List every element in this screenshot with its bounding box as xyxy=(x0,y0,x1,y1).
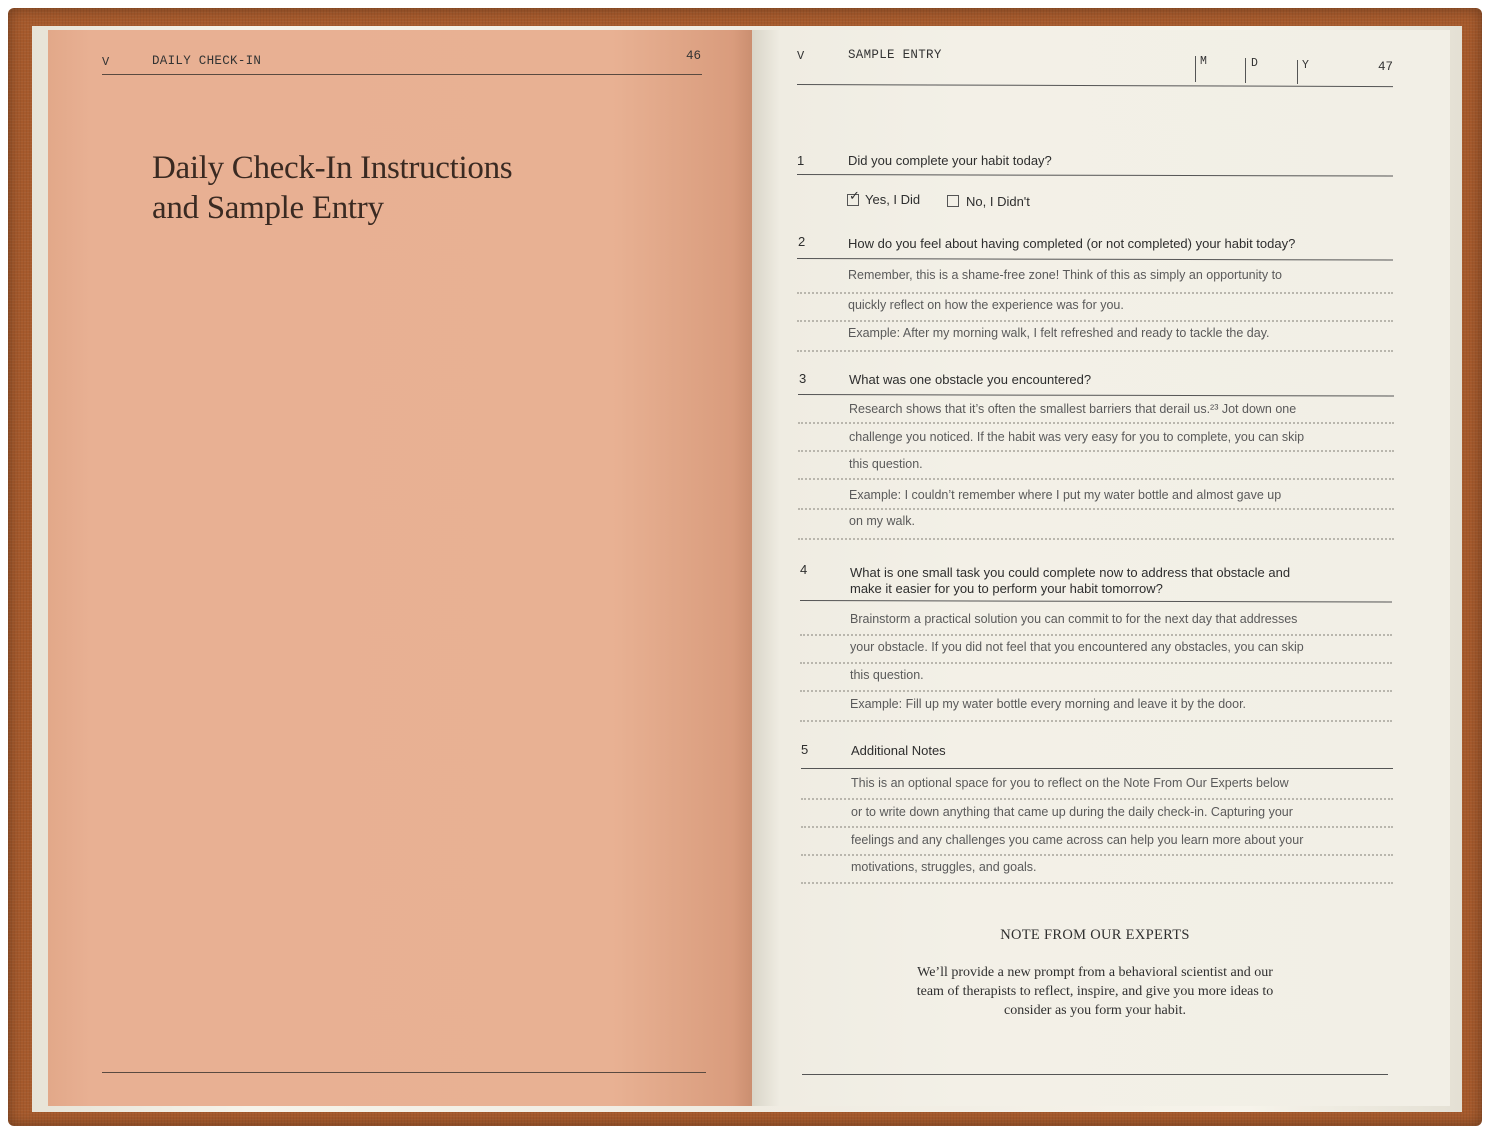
question-5-text: Additional Notes xyxy=(851,743,946,758)
dotted-line xyxy=(800,662,1392,664)
question-4-line-3: this question. xyxy=(850,668,924,682)
question-5-number: 5 xyxy=(801,742,809,757)
page-title xyxy=(152,148,512,228)
question-2-rule xyxy=(797,258,1393,261)
checkmark-icon: ✓ xyxy=(849,188,860,203)
question-4-example: Example: Fill up my water bottle every morning and leave it by the door. xyxy=(850,697,1247,711)
dotted-line xyxy=(798,422,1394,424)
note-line-2: team of therapists to reflect, inspire, and give you more ideas to xyxy=(916,984,1274,999)
question-4-text xyxy=(850,565,1290,597)
question-5-line-2: or to write down anything that came up during the daily check-in. Capturing your xyxy=(851,805,1293,819)
note-body xyxy=(752,963,1438,1020)
question-4-line-2: your obstacle. If you did not feel that you encountered any obstacles, you can skip xyxy=(850,640,1304,654)
dotted-line xyxy=(800,690,1392,692)
question-4-text-line2: make it easier for you to perform your habit tomorrow? xyxy=(850,581,1163,596)
date-divider-y xyxy=(1297,60,1298,84)
left-footer-rule xyxy=(102,1072,706,1073)
dotted-line xyxy=(801,798,1393,800)
question-3-example-2: on my walk. xyxy=(849,514,915,528)
checkbox-no[interactable] xyxy=(947,195,959,207)
question-3-number: 3 xyxy=(799,371,807,386)
question-2-example: Example: After my morning walk, I felt refreshed and ready to tackle the day. xyxy=(848,326,1270,340)
note-line-3: consider as you form your habit. xyxy=(1004,1003,1186,1018)
question-1-number: 1 xyxy=(797,153,805,168)
dotted-line xyxy=(798,538,1394,540)
note-line-1: We’ll provide a new prompt from a behavioral scientist and our xyxy=(917,965,1273,980)
right-footer-rule xyxy=(802,1074,1388,1075)
right-header-roman: V xyxy=(797,49,805,63)
dotted-line xyxy=(800,720,1392,722)
question-5-line-3: feelings and any challenges you came across can help you learn more about your xyxy=(851,833,1304,847)
question-3-example-1: Example: I couldn’t remember where I put my water bottle and almost gave up xyxy=(849,488,1282,502)
dotted-line xyxy=(801,882,1393,884)
left-header-roman: V xyxy=(102,55,110,69)
right-header-rule xyxy=(797,84,1393,87)
page-title-line2: and Sample Entry xyxy=(152,190,384,226)
question-4-number: 4 xyxy=(800,562,808,577)
option-yes-label: Yes, I Did xyxy=(865,192,921,207)
question-5-rule xyxy=(801,768,1393,769)
question-2-line-1: Remember, this is a shame-free zone! Think of this as simply an opportunity to xyxy=(848,268,1282,282)
left-header-title: DAILY CHECK-IN xyxy=(152,54,262,68)
dotted-line xyxy=(798,478,1394,480)
question-4-text-line1: What is one small task you could complete now to address that obstacle and xyxy=(850,565,1291,580)
question-2-number: 2 xyxy=(798,234,806,249)
dotted-line xyxy=(797,320,1393,322)
question-5-line-4: motivations, struggles, and goals. xyxy=(851,860,1037,874)
right-page xyxy=(752,30,1450,1106)
page-title-line1: Daily Check-In Instructions xyxy=(152,150,513,186)
question-3-line-3: this question. xyxy=(849,457,923,471)
dotted-line xyxy=(800,634,1392,636)
question-3-line-2: challenge you noticed. If the habit was very easy for you to complete, you can skip xyxy=(849,430,1305,444)
dotted-line xyxy=(801,826,1393,828)
question-1-rule xyxy=(797,174,1393,177)
date-field-day[interactable]: D xyxy=(1251,57,1258,70)
question-4-line-1: Brainstorm a practical solution you can commit to for the next day that addresses xyxy=(850,612,1298,626)
note-heading: NOTE FROM OUR EXPERTS xyxy=(1000,927,1190,943)
option-no-label: No, I Didn't xyxy=(966,194,1030,209)
dotted-line xyxy=(797,350,1393,352)
question-3-text: What was one obstacle you encountered? xyxy=(849,372,1092,387)
date-field-year[interactable]: Y xyxy=(1302,59,1309,72)
question-5-line-1: This is an optional space for you to reflect on the Note From Our Experts below xyxy=(851,776,1289,790)
left-page-number: 46 xyxy=(686,49,702,63)
left-page xyxy=(48,30,754,1106)
dotted-line xyxy=(797,292,1393,294)
question-3-rule xyxy=(798,394,1394,397)
dotted-line xyxy=(798,450,1394,452)
question-1-text: Did you complete your habit today? xyxy=(848,153,1052,168)
question-3-line-1: Research shows that it’s often the smallest barriers that derail us.²³ Jot down one xyxy=(849,402,1297,416)
question-2-text: How do you feel about having completed (or not completed) your habit today? xyxy=(848,236,1296,251)
date-divider-d xyxy=(1245,58,1246,83)
dotted-line xyxy=(798,508,1394,510)
question-4-rule xyxy=(800,600,1392,603)
date-divider-m xyxy=(1195,56,1196,82)
right-page-number: 47 xyxy=(1378,60,1394,74)
dotted-line xyxy=(801,854,1393,856)
question-2-line-2: quickly reflect on how the experience was for you. xyxy=(848,298,1124,312)
left-header-rule xyxy=(102,74,702,75)
right-header-title: SAMPLE ENTRY xyxy=(848,48,942,62)
date-field-month[interactable]: M xyxy=(1200,55,1207,68)
